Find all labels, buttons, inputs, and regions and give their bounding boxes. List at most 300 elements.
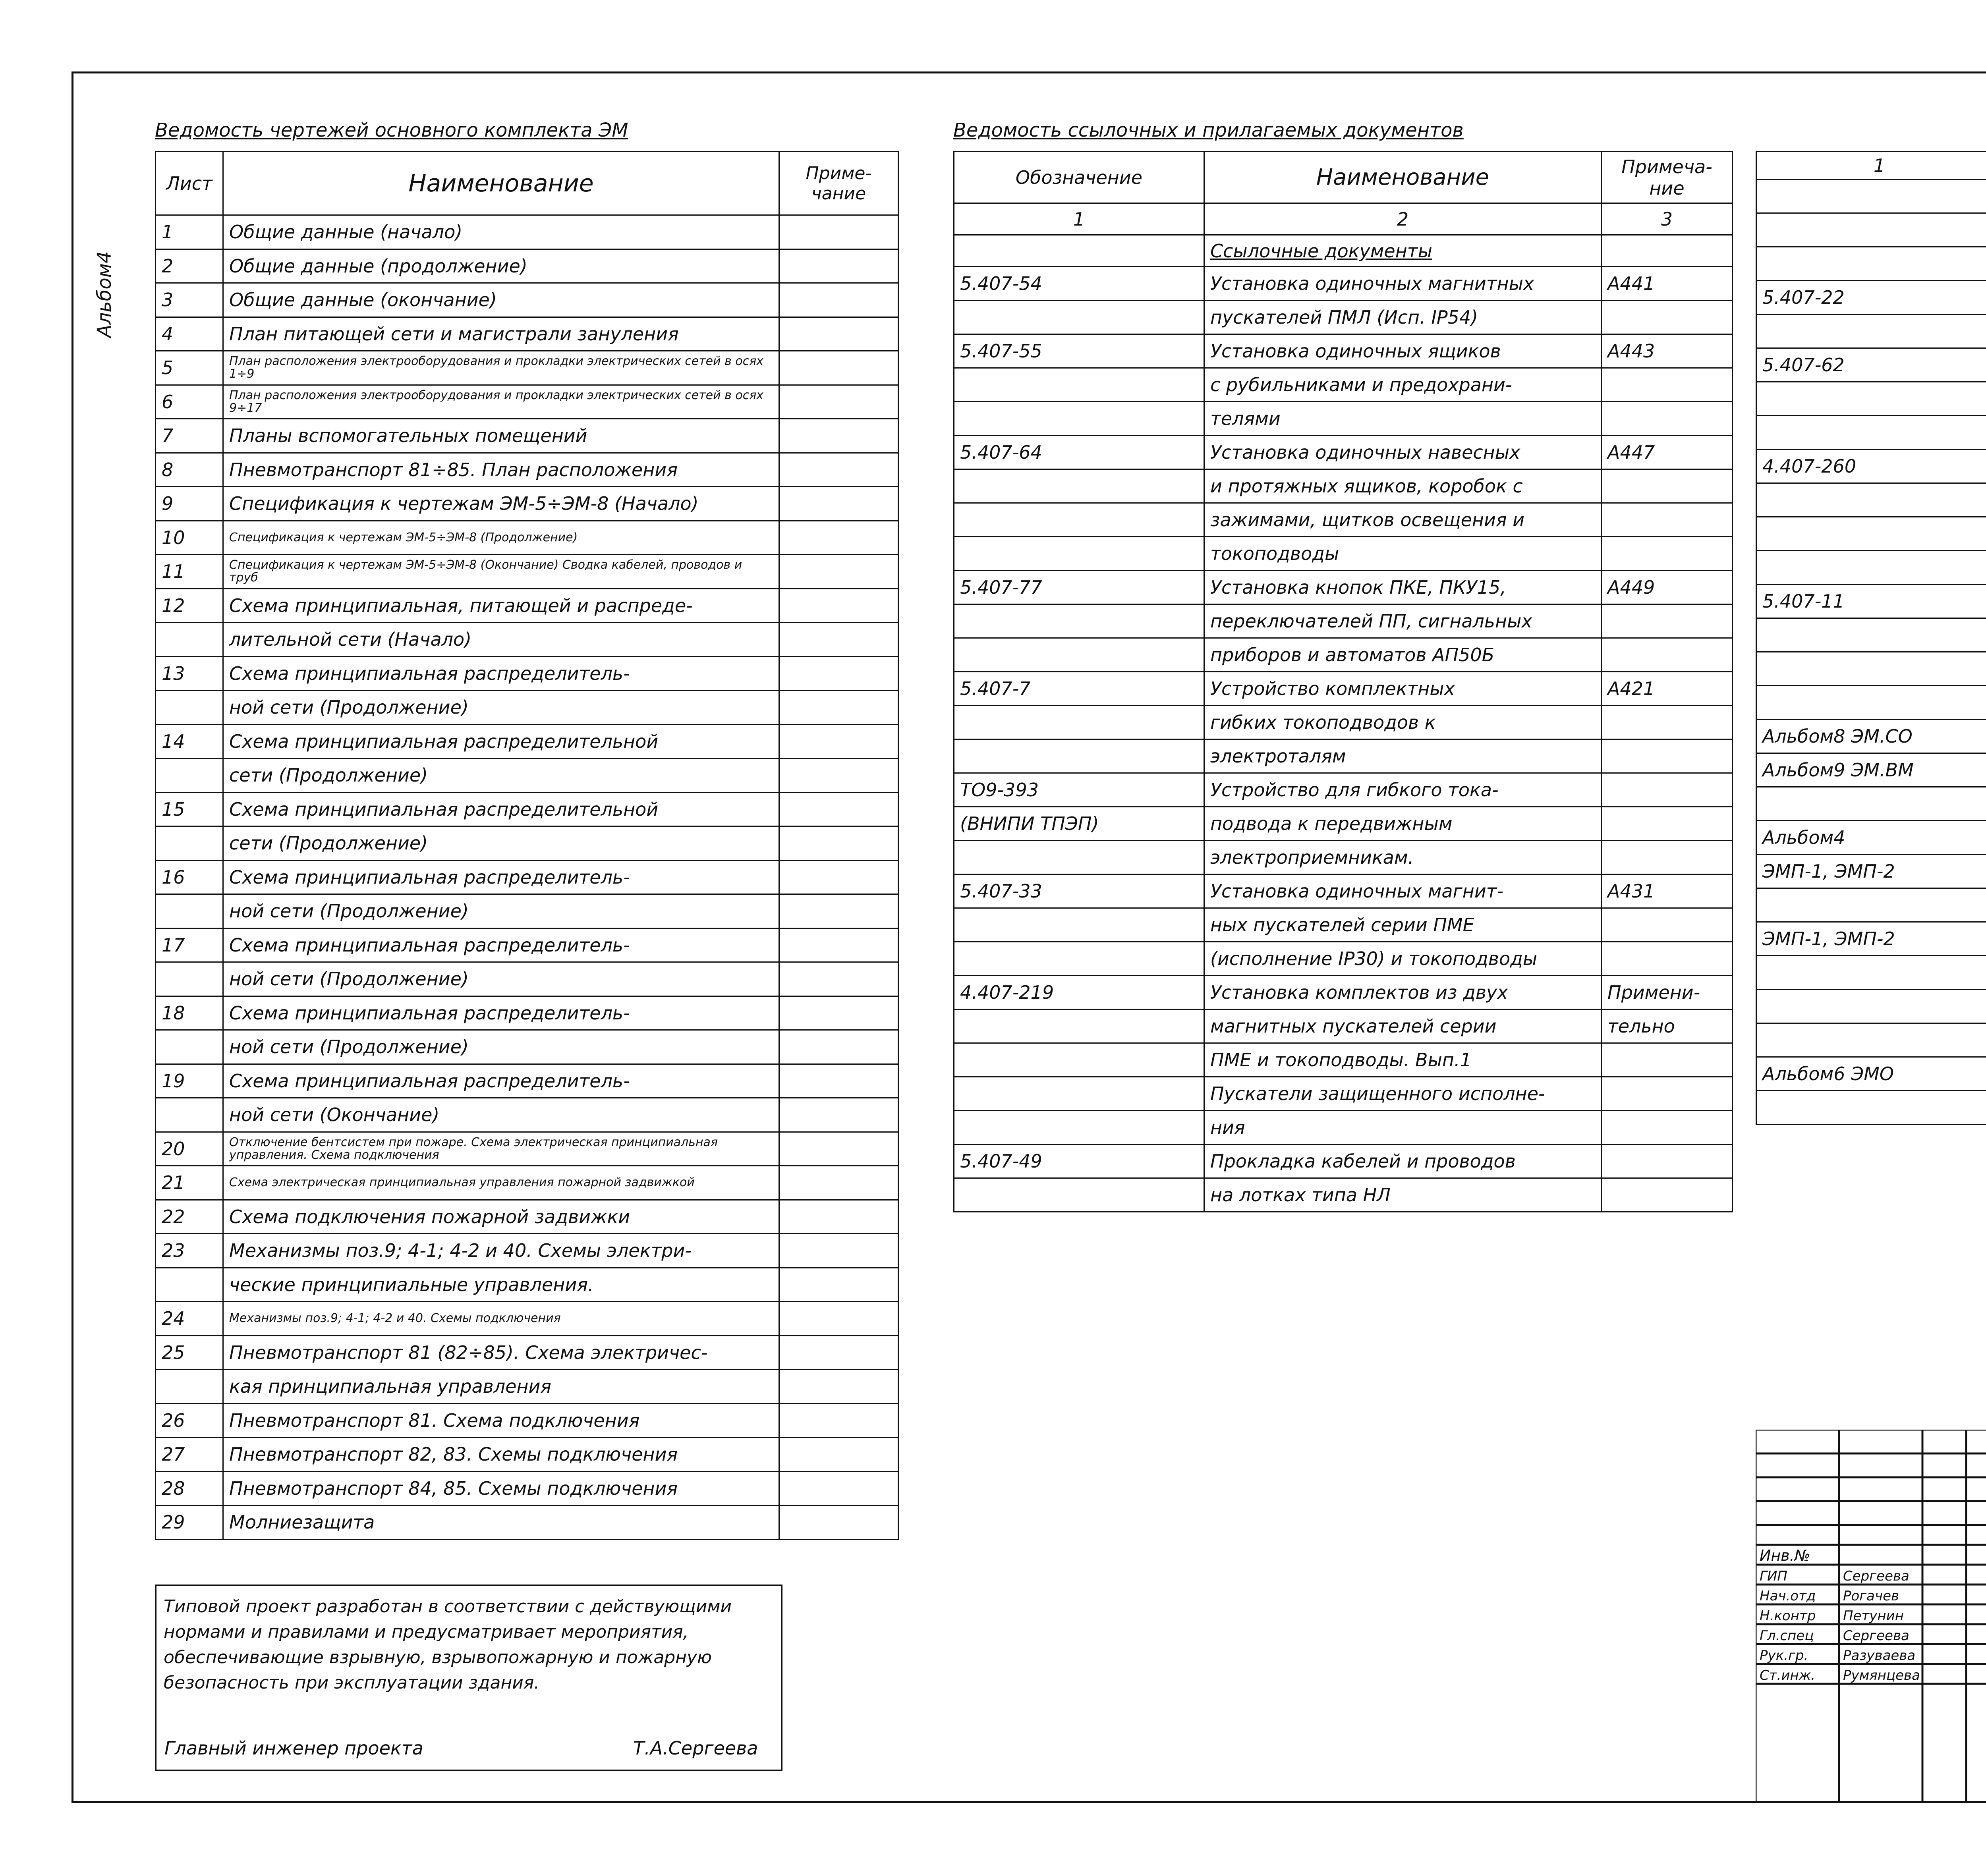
table-cell: 1 — [156, 215, 223, 249]
table-row — [1756, 348, 1986, 382]
table-cell — [779, 1370, 898, 1404]
table-cell — [954, 503, 1204, 537]
table-cell: токоподводы — [1204, 537, 1602, 571]
col-header-name: Наименование — [223, 152, 779, 215]
table-cell: 8 — [156, 453, 223, 487]
table-row — [1756, 450, 1986, 483]
table-cell: Схема принципиальная распределитель- — [223, 928, 779, 962]
general-note — [155, 1585, 782, 1771]
table-cell — [779, 860, 898, 894]
table-cell — [779, 759, 898, 793]
table-row — [1756, 483, 1986, 517]
table-cell — [1602, 1043, 1733, 1077]
table-cell — [1756, 213, 1986, 247]
table-row — [156, 792, 898, 826]
table-cell: гибких токоподводов к — [1204, 706, 1602, 739]
table-row — [954, 469, 1733, 503]
table-cell — [1602, 301, 1733, 334]
table-cell — [779, 1302, 898, 1336]
table-cell — [779, 1336, 898, 1370]
table-cell — [1602, 773, 1733, 807]
table-cell: Спецификация к чертежам ЭМ-5÷ЭМ-8 (Окончание) Сводка кабелей, проводов и труб — [223, 555, 779, 589]
table-cell: Спецификация к чертежам ЭМ-5÷ЭМ-8 (Начало) — [223, 487, 779, 521]
table-cell — [156, 1268, 223, 1302]
table-row — [156, 1505, 898, 1540]
table-row — [954, 672, 1733, 706]
table-cell — [1602, 739, 1733, 773]
table-row — [954, 1145, 1733, 1178]
table-row — [156, 928, 898, 962]
table-cell: А421 — [1602, 672, 1733, 706]
table-row — [156, 317, 898, 351]
table-row — [954, 638, 1733, 672]
table-cell — [1602, 1111, 1733, 1145]
table-cell — [779, 724, 898, 759]
col-header-sheet: Лист — [156, 152, 223, 215]
table-row — [156, 1234, 898, 1268]
table-cell: Прокладка кабелей и проводов — [1204, 1145, 1602, 1178]
table-cell — [954, 604, 1204, 638]
table-row — [156, 249, 898, 283]
staff-name-2: Петунин — [1843, 1608, 1904, 1624]
table-cell — [1602, 807, 1733, 841]
table-row — [156, 1403, 898, 1438]
table-cell: 29 — [156, 1505, 223, 1540]
table-cell: Молниезащита — [223, 1505, 779, 1540]
table-row — [954, 1009, 1733, 1043]
table-cell — [954, 469, 1204, 503]
table-cell — [779, 487, 898, 521]
table-row — [1756, 179, 1986, 213]
table-cell: Схема принципиальная распределитель- — [223, 996, 779, 1030]
table-cell: План расположения электрооборудования и прокладки электрических сетей в осях 9÷17 — [223, 385, 779, 419]
table-cell: ной сети (Продолжение) — [223, 962, 779, 996]
table-cell: Общие данные (продолжение) — [223, 249, 779, 283]
table-cell — [954, 368, 1204, 402]
table-cell: План питающей сети и магистрали зануления — [223, 317, 779, 351]
table-cell — [1756, 618, 1986, 652]
chief-label: Главный инженер проекта — [164, 1737, 423, 1759]
table-cell — [1602, 1077, 1733, 1111]
table-cell: 23 — [156, 1234, 223, 1268]
table-cell: 21 — [156, 1166, 223, 1200]
table-cell — [779, 589, 898, 623]
table-cell: ной сети (Продолжение) — [223, 1030, 779, 1064]
table-cell — [779, 1403, 898, 1438]
title-block — [1756, 1430, 1986, 1803]
table-cell: электроприемникам. — [1204, 841, 1602, 874]
table-cell: ческие принципиальные управления. — [223, 1268, 779, 1302]
table-cell — [779, 623, 898, 657]
table-cell: 5.407-7 — [954, 672, 1204, 706]
staff-role-4: Рук.гр. — [1760, 1648, 1808, 1664]
table-row — [156, 1268, 898, 1302]
table-cell: А447 — [1602, 436, 1733, 469]
ref-header-name: Наименование — [1204, 152, 1602, 203]
table-cell: Общие данные (окончание) — [223, 283, 779, 317]
staff-role-3: Гл.спец — [1760, 1628, 1814, 1644]
col-header-note: Приме-чание — [779, 152, 898, 215]
table-cell — [954, 1009, 1204, 1043]
table-row — [156, 759, 898, 793]
table-cell — [1756, 483, 1986, 517]
table-row — [156, 826, 898, 861]
table-cell: ЭМП-1, ЭМП-2 — [1756, 855, 1986, 888]
staff-name-1: Рогачев — [1843, 1588, 1899, 1604]
table-cell: тельно — [1602, 1009, 1733, 1043]
table-row — [954, 706, 1733, 739]
table-cell — [954, 402, 1204, 436]
table-row — [1756, 315, 1986, 348]
table-cell: (ВНИПИ ТПЭП) — [954, 807, 1204, 841]
table-row — [1756, 416, 1986, 450]
table-cell — [779, 1438, 898, 1472]
table-cell: 19 — [156, 1064, 223, 1098]
chief-name: Т.А.Сергеева — [633, 1737, 758, 1759]
table-cell — [779, 1030, 898, 1064]
table-row — [954, 874, 1733, 908]
table-row — [156, 1200, 898, 1234]
table-cell: 6 — [156, 385, 223, 419]
table-cell: 5.407-54 — [954, 267, 1204, 301]
table-row — [954, 1111, 1733, 1145]
table-cell: 12 — [156, 589, 223, 623]
table-cell: подвода к передвижным — [1204, 807, 1602, 841]
table-cell: Отключение бентсистем при пожаре. Схема электрическая принципиальная управления. Схема подключения — [223, 1132, 779, 1166]
staff-role-0: ГИП — [1760, 1568, 1787, 1584]
table-cell: 9 — [156, 487, 223, 521]
table-cell: 26 — [156, 1403, 223, 1438]
table-cell — [954, 1111, 1204, 1145]
table-cell — [954, 638, 1204, 672]
ref-docs-table — [953, 151, 1733, 1212]
table-row — [1756, 990, 1986, 1023]
table-cell — [779, 691, 898, 725]
table-cell: 5.407-49 — [954, 1145, 1204, 1178]
table-cell — [954, 537, 1204, 571]
table-cell — [1756, 686, 1986, 720]
table-cell — [156, 1030, 223, 1064]
table-cell: Альбом9 ЭМ.ВМ — [1756, 753, 1986, 787]
table-cell: ПМЕ и токоподводы. Вып.1 — [1204, 1043, 1602, 1077]
table-cell: А431 — [1602, 874, 1733, 908]
table-row — [156, 656, 898, 691]
staff-name-3: Сергеева — [1843, 1628, 1909, 1644]
table-cell: Установка кнопок ПКЕ, ПКУ15, — [1204, 571, 1602, 604]
table-cell: 28 — [156, 1471, 223, 1505]
table-row — [156, 521, 898, 555]
table-cell: Схема принципиальная распределитель- — [223, 656, 779, 691]
table-row — [954, 503, 1733, 537]
table-cell — [779, 894, 898, 928]
table-cell — [1756, 247, 1986, 281]
staff-role-1: Нач.отд — [1760, 1588, 1816, 1604]
table-cell: Схема подключения пожарной задвижки — [223, 1200, 779, 1234]
table-cell — [156, 691, 223, 725]
table-row — [954, 368, 1733, 402]
table-row — [1756, 686, 1986, 720]
table-cell: Планы вспомогательных помещений — [223, 419, 779, 453]
table-cell — [954, 301, 1204, 334]
table-cell — [1756, 517, 1986, 551]
table-cell: 2 — [156, 249, 223, 283]
table-cell: 25 — [156, 1336, 223, 1370]
inv-label: Инв.№ — [1760, 1547, 1810, 1564]
table-cell: Схема принципиальная распределительной — [223, 792, 779, 826]
table-cell: приборов и автоматов АП50Б — [1204, 638, 1602, 672]
table-row — [1756, 517, 1986, 551]
table-row — [954, 1077, 1733, 1111]
staff-role-2: Н.контр — [1760, 1608, 1816, 1624]
table-cell: 14 — [156, 724, 223, 759]
table-row — [954, 436, 1733, 469]
table-cell: Установка комплектов из двух — [1204, 976, 1602, 1009]
table-cell — [954, 1178, 1204, 1212]
table-cell — [779, 826, 898, 861]
table-cell: 4 — [156, 317, 223, 351]
table-cell — [779, 1268, 898, 1302]
table-cell — [1756, 652, 1986, 686]
table-cell — [779, 521, 898, 555]
table-cell: Альбом8 ЭМ.СО — [1756, 720, 1986, 753]
table-cell: А443 — [1602, 334, 1733, 368]
table-cell — [1602, 469, 1733, 503]
drawings-list-table — [155, 151, 899, 1540]
table-cell: 10 — [156, 521, 223, 555]
ref-colnum-3: 3 — [1602, 203, 1733, 235]
table-cell: ной сети (Продолжение) — [223, 894, 779, 928]
table-cell: зажимами, щитков освещения и — [1204, 503, 1602, 537]
table-row — [954, 739, 1733, 773]
table-cell: сети (Продолжение) — [223, 759, 779, 793]
table-cell — [1602, 706, 1733, 739]
table-cell: А449 — [1602, 571, 1733, 604]
table-cell — [1602, 841, 1733, 874]
table-cell — [1756, 990, 1986, 1023]
table-cell: 5.407-22 — [1756, 281, 1986, 315]
table-cell — [779, 1505, 898, 1540]
table-cell: ЭМП-1, ЭМП-2 — [1756, 922, 1986, 956]
table-cell — [1602, 942, 1733, 976]
table-cell: 16 — [156, 860, 223, 894]
table-cell: Альбом6 ЭМО — [1756, 1057, 1986, 1091]
table-cell — [1602, 1145, 1733, 1178]
table-row — [954, 1043, 1733, 1077]
table-cell — [1756, 416, 1986, 450]
table-row — [954, 267, 1733, 301]
table-cell: Установка одиночных магнитных — [1204, 267, 1602, 301]
table-cell — [954, 739, 1204, 773]
table-row — [954, 942, 1733, 976]
table-cell: Пневмотранспорт 81 (82÷85). Схема электричес- — [223, 1336, 779, 1370]
table-cell: 15 — [156, 792, 223, 826]
table-cell: Пускатели защищенного исполне- — [1204, 1077, 1602, 1111]
table-cell — [779, 215, 898, 249]
table-row — [1756, 753, 1986, 787]
table-cell: на лотках типа НЛ — [1204, 1178, 1602, 1212]
table-row — [954, 571, 1733, 604]
table-cell: 13 — [156, 656, 223, 691]
table-cell — [779, 792, 898, 826]
table-row — [156, 283, 898, 317]
table-row — [1756, 720, 1986, 753]
table-cell: 5.407-55 — [954, 334, 1204, 368]
table-cell: 5.407-11 — [1756, 585, 1986, 618]
table-cell: Установка одиночных ящиков — [1204, 334, 1602, 368]
table-cell: 4.407-219 — [954, 976, 1204, 1009]
table-cell — [954, 706, 1204, 739]
table-row — [1756, 618, 1986, 652]
table-cell — [1756, 179, 1986, 213]
table-row — [954, 807, 1733, 841]
table-cell — [1602, 537, 1733, 571]
table-row — [954, 908, 1733, 942]
cont-colnum-1: 1 — [1756, 152, 1986, 179]
table-row — [954, 1178, 1733, 1212]
table-cell: 18 — [156, 996, 223, 1030]
table-cell — [156, 962, 223, 996]
table-row — [156, 385, 898, 419]
table-cell: Устройство для гибкого тока- — [1204, 773, 1602, 807]
album-side-label — [85, 171, 121, 338]
table-cell: План расположения электрооборудования и прокладки электрических сетей в осях 1÷9 — [223, 351, 779, 385]
table-cell — [1602, 908, 1733, 942]
table-cell: 5.407-64 — [954, 436, 1204, 469]
table-cell — [1756, 382, 1986, 416]
table-cell: пускателей ПМЛ (Исп. IP54) — [1204, 301, 1602, 334]
table-cell: Пневмотранспорт 82, 83. Схемы подключения — [223, 1438, 779, 1472]
table-cell: Установка одиночных навесных — [1204, 436, 1602, 469]
table-row — [156, 351, 898, 385]
table-cell — [779, 1234, 898, 1268]
ref-colnum-2: 2 — [1204, 203, 1602, 235]
table-cell: А441 — [1602, 267, 1733, 301]
table-cell — [1602, 1178, 1733, 1212]
table-cell — [954, 908, 1204, 942]
table-row — [156, 623, 898, 657]
table-cell: ной сети (Продолжение) — [223, 691, 779, 725]
table-cell: 22 — [156, 1200, 223, 1234]
table-row — [1756, 888, 1986, 922]
table-row — [156, 1064, 898, 1098]
table-cell — [779, 1471, 898, 1505]
table-cell: лительной сети (Начало) — [223, 623, 779, 657]
table-row — [156, 962, 898, 996]
table-cell: телями — [1204, 402, 1602, 436]
table-cell: 17 — [156, 928, 223, 962]
table-row — [954, 537, 1733, 571]
table-row — [156, 1166, 898, 1200]
table-cell: электроталям — [1204, 739, 1602, 773]
table-cell: Примени- — [1602, 976, 1733, 1009]
table-row — [156, 589, 898, 623]
table-cell: Общие данные (начало) — [223, 215, 779, 249]
table-cell: 5.407-33 — [954, 874, 1204, 908]
note-text: Типовой проект разработан в соответствии с действующими нормами и правилами и предусматривает мероприятия, обеспечивающие взрывную, взрывопожарную и пожарную безопасность при эксплуатации здания. — [164, 1596, 732, 1693]
table-row — [156, 1132, 898, 1166]
table-cell — [1602, 638, 1733, 672]
table-cell — [156, 1098, 223, 1132]
table-cell — [779, 1200, 898, 1234]
table-cell — [954, 841, 1204, 874]
table-cell — [779, 1098, 898, 1132]
table-cell: 3 — [156, 283, 223, 317]
table-row — [954, 301, 1733, 334]
table-cell — [156, 623, 223, 657]
table-row — [156, 1302, 898, 1336]
table-row — [156, 894, 898, 928]
table-cell — [779, 962, 898, 996]
table-cell — [779, 928, 898, 962]
table-row — [1756, 1057, 1986, 1091]
table-row — [156, 1336, 898, 1370]
table-cell: Схема принципиальная распределительной — [223, 724, 779, 759]
table-cell: с рубильниками и предохрани- — [1204, 368, 1602, 402]
table-row — [1756, 1023, 1986, 1057]
table-cell — [779, 385, 898, 419]
staff-name-0: Сергеева — [1843, 1568, 1909, 1584]
table-cell: Устройство комплектных — [1204, 672, 1602, 706]
table-cell: Альбом4 — [1756, 821, 1986, 855]
table-row — [156, 996, 898, 1030]
table-cell: ной сети (Окончание) — [223, 1098, 779, 1132]
table-row — [156, 1098, 898, 1132]
table-row — [1756, 787, 1986, 821]
table-cell — [779, 317, 898, 351]
table-cell — [1756, 888, 1986, 922]
table-cell: 5.407-62 — [1756, 348, 1986, 382]
table-cell — [779, 249, 898, 283]
table-row — [156, 691, 898, 725]
table-row — [1756, 652, 1986, 686]
table-row — [156, 1370, 898, 1404]
table-cell: (исполнение IP30) и токоподводы — [1204, 942, 1602, 976]
table-cell — [779, 453, 898, 487]
ref-docs-cont-table — [1756, 151, 1986, 1125]
table-row — [1756, 213, 1986, 247]
table-cell — [1756, 956, 1986, 990]
table-cell: 5.407-77 — [954, 571, 1204, 604]
table-row — [156, 453, 898, 487]
table-cell — [779, 555, 898, 589]
table-row — [1756, 551, 1986, 585]
table-cell: 11 — [156, 555, 223, 589]
table-cell — [779, 1064, 898, 1098]
table-cell: Пневмотранспорт 81. Схема подключения — [223, 1403, 779, 1438]
table-cell — [779, 419, 898, 453]
table-cell — [1756, 315, 1986, 348]
table-cell: 20 — [156, 1132, 223, 1166]
table-row — [1756, 922, 1986, 956]
table-cell: 7 — [156, 419, 223, 453]
staff-name-5: Румянцева — [1843, 1668, 1920, 1683]
table-cell: Схема электрическая принципиальная управления пожарной задвижкой — [223, 1166, 779, 1200]
table-row — [954, 604, 1733, 638]
ref-header-note: Примеча-ние — [1602, 152, 1733, 203]
ref-colnum-1: 1 — [954, 203, 1204, 235]
table-cell: ТО9-393 — [954, 773, 1204, 807]
table-row — [1756, 821, 1986, 855]
table-cell — [779, 996, 898, 1030]
table-row — [1756, 281, 1986, 315]
table-row — [156, 419, 898, 453]
table-row — [954, 773, 1733, 807]
album-label-text: Альбом4 — [93, 251, 116, 338]
table-cell: кая принципиальная управления — [223, 1370, 779, 1404]
table-cell: 5 — [156, 351, 223, 385]
table-cell — [1756, 787, 1986, 821]
table-cell — [779, 656, 898, 691]
